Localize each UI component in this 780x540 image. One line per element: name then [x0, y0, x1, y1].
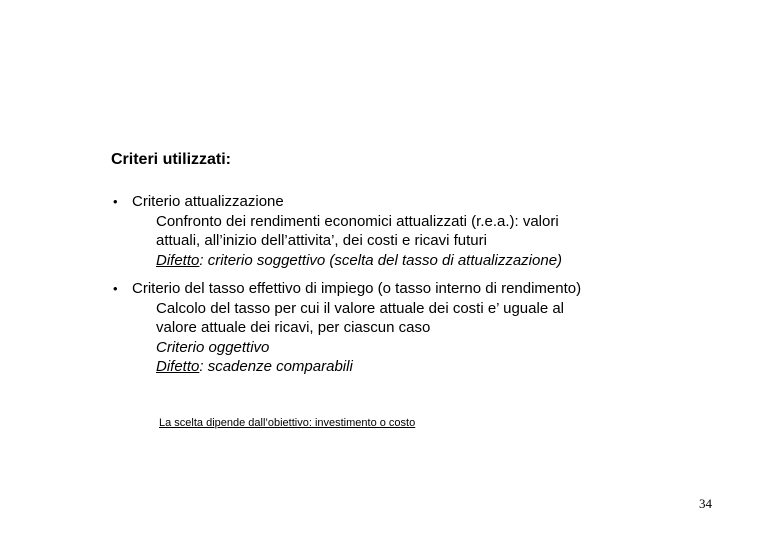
page-number: 34	[699, 496, 712, 511]
bullet-title: Criterio del tasso effettivo di impiego (o tasso interno di rendimento)	[132, 280, 582, 297]
footnote-link[interactable]: La scelta dipende dall’obiettivo: investimento o costo	[159, 417, 416, 429]
bullet-item-attualizzazione	[113, 192, 563, 270]
bullet-item-tasso-effettivo	[113, 279, 582, 377]
defect-text: criterio soggettivo (scelta del tasso di attualizzazione)	[207, 251, 563, 269]
defect-text: scadenze comparabili	[207, 358, 353, 375]
bullet-detail-line: attuali, all’inizio dell’attivita’, dei costi e ricavi futuri	[156, 232, 487, 249]
bullet-row	[113, 279, 582, 299]
defect-label: Difetto	[156, 251, 200, 269]
bullet-detail-line: Confronto dei rendimenti economici attualizzati (r.e.a.): valori	[156, 212, 559, 230]
bullet-detail-line: valore attuale dei ricavi, per ciascun caso	[156, 319, 431, 336]
bullet-icon: •	[113, 194, 118, 209]
bullet-detail-line: Calcolo del tasso per cui il valore attuale dei costi e’ uguale al	[156, 299, 565, 317]
defect-separator: :	[199, 251, 208, 269]
bullet-row	[113, 192, 519, 212]
defect-label: Difetto	[156, 358, 200, 375]
defect-separator: :	[199, 358, 208, 375]
bullet-defect-line	[156, 357, 605, 377]
bullet-italic-line: Criterio oggettivo	[156, 338, 270, 356]
slide-heading: Criteri utilizzati:	[111, 151, 232, 168]
bullet-title: Criterio attualizzazione	[132, 193, 284, 210]
bullet-icon: •	[113, 281, 118, 296]
bullet-defect-line	[156, 251, 562, 271]
